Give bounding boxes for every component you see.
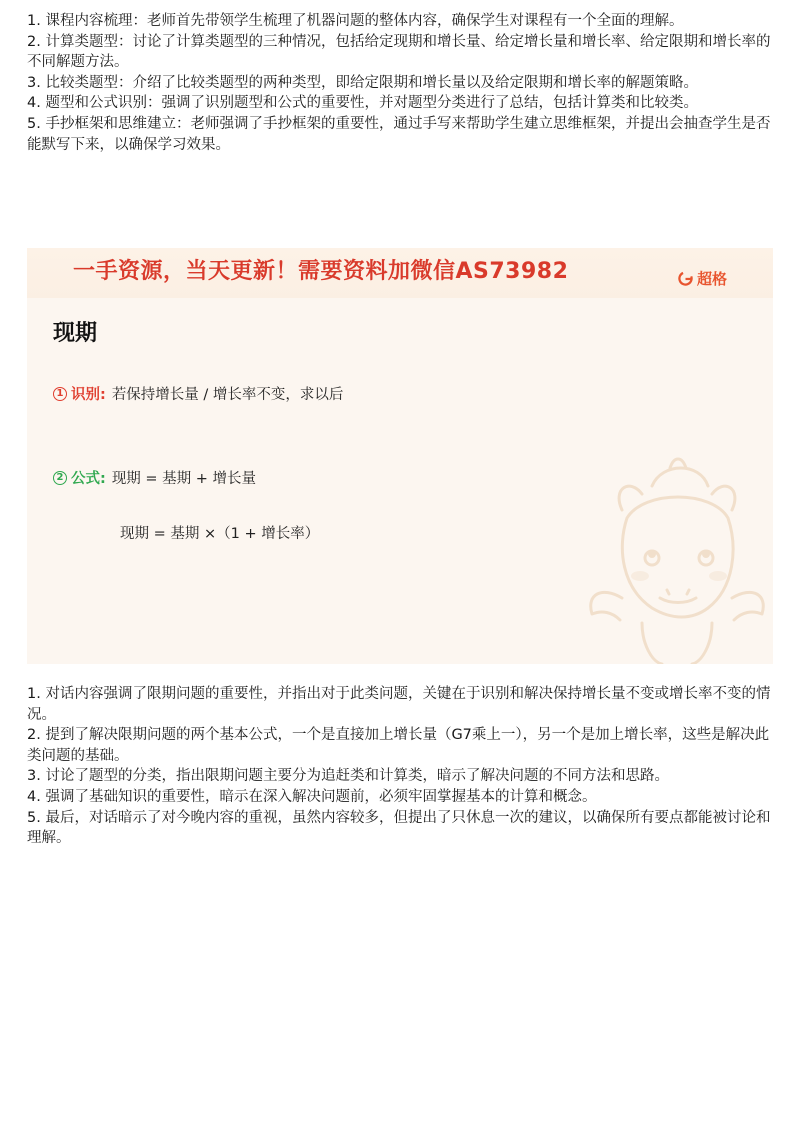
step-number: 2	[53, 471, 67, 485]
step-label: 识别:	[71, 387, 106, 403]
formula-1: 现期 = 基期 + 增长量	[111, 471, 257, 487]
banner-text: 一手资源，当天更新！需要资料加微信AS73982	[73, 259, 569, 284]
formula-2: 现期 = 基期 ×（1 + 增长率）	[120, 526, 320, 542]
summary-item: 5. 最后，对话暗示了对今晚内容的重视，虽然内容较多，但提出了只休息一次的建议，以确保所有要点都能被讨论和理解。	[27, 809, 771, 847]
summary-item: 2. 计算类题型：讨论了计算类题型的三种情况，包括给定现期和增长量、给定增长量和增长率、给定限期和增长率的不同解题方法。	[27, 33, 771, 71]
step-formula	[53, 467, 256, 488]
summary-item: 1. 课程内容梳理：老师首先带领学生梳理了机器问题的整体内容，确保学生对课程有一个全面的理解。	[27, 13, 684, 29]
summary-item: 3. 讨论了题型的分类，指出限期问题主要分为追赶类和计算类，暗示了解决问题的不同方法和思路。	[27, 768, 669, 785]
step-text: 若保持增长量 / 增长率不变，求以后	[111, 387, 344, 403]
summary-item: 4. 强调了基础知识的重要性，暗示在深入解决问题前，必须牢固掌握基本的计算和概念。	[27, 788, 597, 805]
brand-name: 超格	[696, 270, 727, 288]
step-identify	[53, 383, 343, 404]
top-summary	[27, 11, 772, 155]
step-number: 1	[53, 387, 67, 401]
brand-logo	[678, 268, 727, 289]
summary-item: 2. 提到了解决限期问题的两个基本公式，一个是直接加上增长量（G7乘上一），另一个是加上增长率，这些是解决此类问题的基础。	[27, 727, 770, 764]
summary-item: 3. 比较类题型：介绍了比较类题型的两种类型，即给定限期和增长量以及给定限期和增长率的解题策略。	[27, 74, 698, 91]
summary-item: 5. 手抄框架和思维建立：老师强调了手抄框架的重要性，通过手写来帮助学生建立思维框架，并提出会抽查学生是否能默写下来，以确保学习效果。	[27, 115, 771, 153]
unicorn-mascot-icon	[582, 448, 772, 664]
step-label: 公式:	[71, 471, 106, 487]
summary-item: 1. 对话内容强调了限期问题的重要性，并指出对于此类问题，关键在于识别和解决保持增长量不变或增长率不变的情况。	[27, 686, 771, 723]
brand-g-icon	[678, 271, 693, 286]
summary-item: 4. 题型和公式识别：强调了识别题型和公式的重要性，并对题型分类进行了总结，包括计算类和比较类。	[27, 95, 698, 112]
slide-banner	[27, 248, 773, 298]
bottom-summary	[27, 684, 772, 849]
lecture-slide	[27, 248, 773, 664]
slide-title: 现期	[53, 321, 98, 346]
